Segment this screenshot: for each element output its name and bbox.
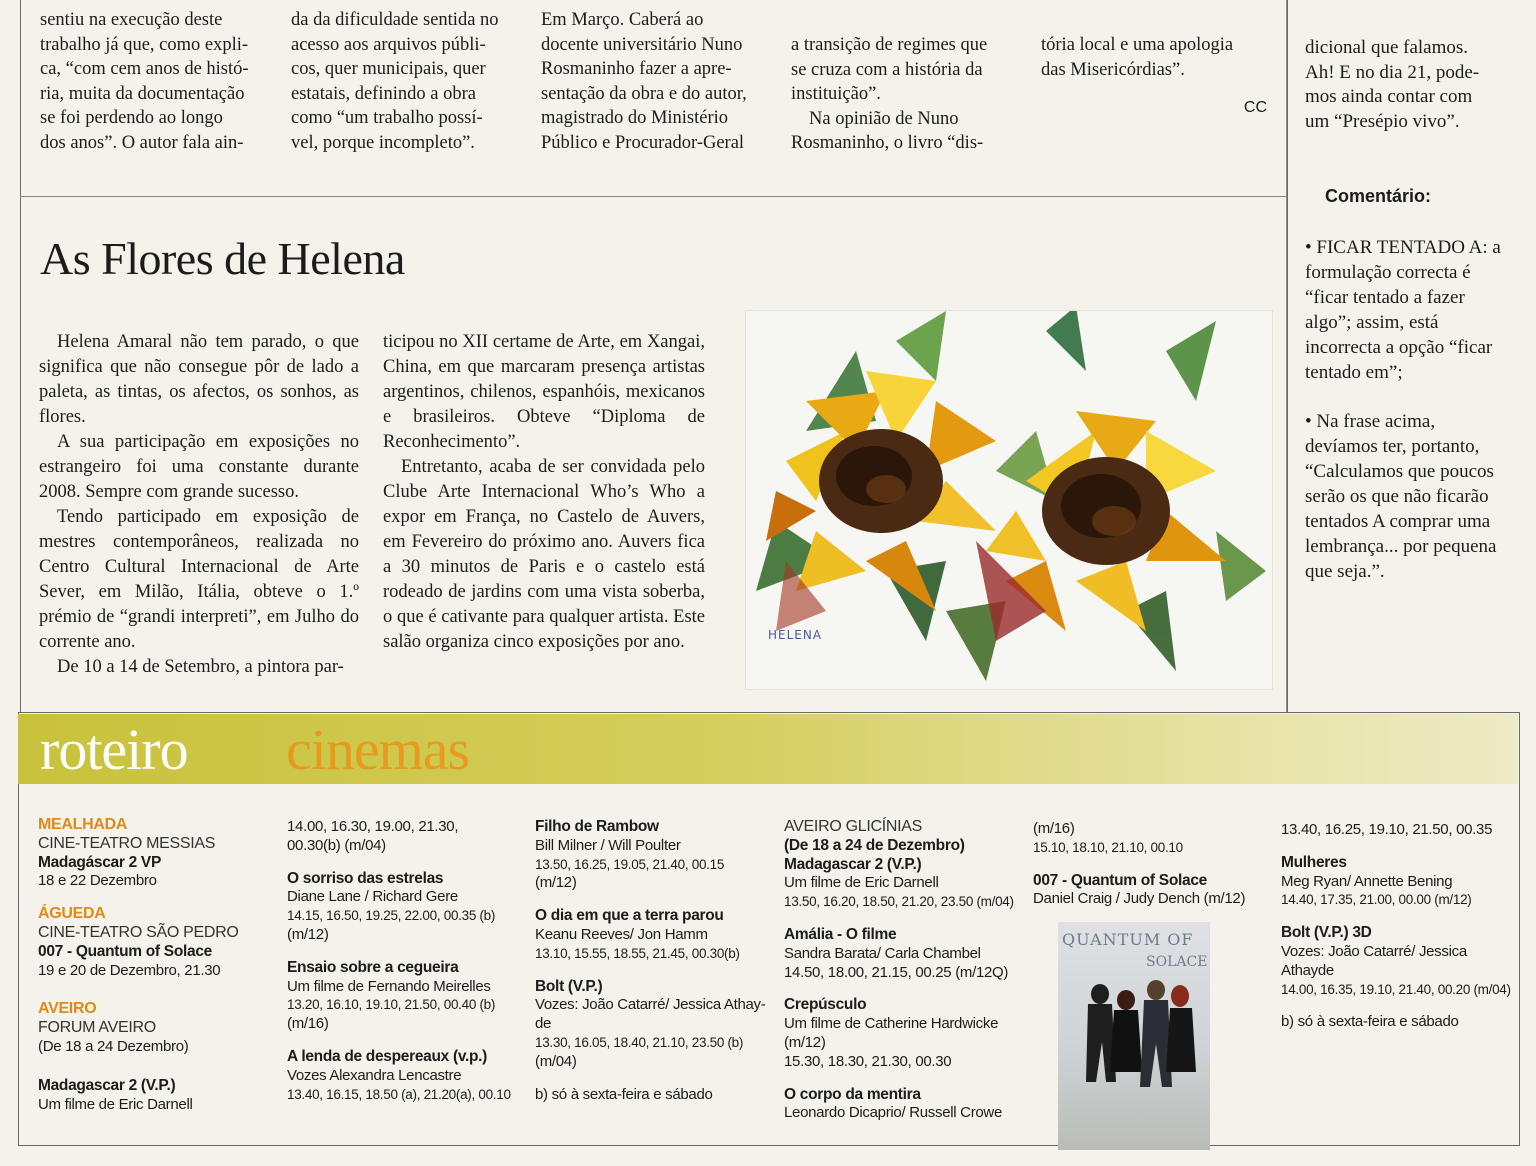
sunflower-painting — [745, 310, 1273, 690]
listing-line: (m/12) — [535, 874, 577, 892]
listing-showtimes: 13.30, 16.05, 18.40, 21.10, 23.50 (b) — [535, 1034, 744, 1050]
comment-title: Comentário: — [1325, 186, 1432, 206]
listing-showtimes: 13.20, 16.10, 19.10, 21.50, 00.40 (b) — [287, 997, 496, 1013]
listing-spacer — [287, 856, 527, 870]
listing-line: 13.40, 16.25, 19.10, 21.50, 00.35 — [1281, 821, 1493, 838]
comment-text: • FICAR TENTADO A: a formulação correcta é “ficar tentado a fazer algo”; assim, está incorrecta a opção “ficar tentado em”; • Na frase acima, devíamos ter, portanto, “Calculamos que poucos serão os que não ficarão tentados A comprar uma lembrança... por pequena que seja.”. — [1305, 237, 1501, 582]
listing-film-title: Filho de Rambow — [535, 818, 659, 835]
article-column-2: ticipou no XII certame de Arte, em Xangai, China, em que marcaram presença artistas argentinos, chilenos, espanhóis, mexicanos e brasileiros. Obteve “Diploma de Reconhecimento”. Entretanto, acaba de ser convidada pelo Clube Arte Internacional Who’s Who a expor em França, no Castelo de Auvers, em Fevereiro do próximo ano. Auvers fica a 30 minutos de Paris e o castelo está rodeado de jardins com uma vista soberba, o que é cativante para qualquer artista. Este salão organiza cinco exposições por ano. — [383, 332, 705, 652]
listing-line: Leonardo Dicaprio/ Russell Crowe — [784, 1104, 1003, 1122]
listing-spacer — [38, 1057, 278, 1077]
listing-film-title: A lenda de despereaux (v.p.) — [287, 1047, 488, 1065]
listing-line: Vozes: João Catarré/ Jessica Athay- — [535, 996, 766, 1014]
listing-line: (m/12) — [287, 925, 329, 943]
author-initials: CC — [1243, 99, 1267, 117]
poster-title-line-2: SOLACE — [1146, 954, 1208, 970]
listing-film-title: 007 - Quantum of Solace — [38, 942, 212, 960]
listing-line: Vozes Alexandra Lencastre — [287, 1066, 462, 1084]
top-column-4: a transição de regimes que se cruza com a história da instituição”. Na opinião de Nuno Rosmaninho, o livro “dis- — [791, 35, 988, 154]
listing-line: (m/12) — [784, 1033, 826, 1051]
listing-film-title: O corpo da mentira — [784, 1085, 921, 1103]
listing-line: (m/16) — [287, 1015, 329, 1033]
cinema-column-4 — [784, 818, 1024, 1123]
painting-signature: HELENA — [768, 628, 823, 642]
cinema-column-3 — [535, 818, 775, 1104]
listing-spacer — [38, 891, 278, 905]
top-column-5: tória local e uma apologia das Misericórdias”. CC — [1041, 33, 1273, 121]
listing-line: Um filme de Fernando Meirelles — [287, 977, 491, 995]
banner-word-cinemas: cinemas — [286, 717, 470, 782]
listing-line: 19 e 20 de Dezembro, 21.30 — [38, 961, 221, 979]
listing-showtimes: 15.10, 18.10, 21.10, 00.10 — [1033, 839, 1183, 855]
listing-spacer — [784, 982, 1024, 996]
listing-line: Um filme de Catherine Hardwicke — [784, 1015, 999, 1033]
listing-showtimes: 14.00, 16.35, 19.10, 21.40, 00.20 (m/04) — [1281, 981, 1511, 997]
listing-city: ÁGUEDA — [38, 905, 106, 923]
listing-line: Meg Ryan/ Annette Bening — [1281, 872, 1453, 890]
listing-line: (m/16) — [1033, 820, 1075, 837]
listing-line: Diane Lane / Richard Gere — [287, 888, 458, 906]
listing-spacer — [287, 945, 527, 959]
listing-film-title: Crepúsculo — [784, 996, 867, 1014]
listing-spacer — [1281, 910, 1517, 924]
listing-film-title: Amália - O filme — [784, 925, 897, 943]
listing-film-title: Bolt (V.P.) — [535, 977, 603, 995]
listing-showtimes: 14.40, 17.35, 21.00, 00.00 (m/12) — [1281, 892, 1472, 908]
listing-film-title: Bolt (V.P.) 3D — [1281, 924, 1372, 942]
listing-line: 18 e 22 Dezembro — [38, 872, 157, 890]
article-headline: As Flores de Helena — [40, 233, 405, 284]
cinema-column-5 — [1033, 820, 1273, 909]
top-column-2: da da dificuldade sentida no acesso aos arquivos públi- cos, quer municipais, quer estatais, definindo a obra como “um trabalho possí- vel, porque incompleto”. — [291, 10, 499, 153]
listing-line: Keanu Reeves/ Jon Hamm — [535, 925, 708, 943]
cinema-column-1 — [38, 816, 278, 1114]
listing-venue: CINE-TEATRO SÃO PEDRO — [38, 923, 239, 941]
quantum-of-solace-poster — [1058, 922, 1210, 1150]
listing-venue: AVEIRO GLICÍNIAS — [784, 818, 923, 835]
listing-line: 15.30, 18.30, 21.30, 00.30 — [784, 1052, 952, 1070]
listing-spacer — [535, 1072, 775, 1086]
listing-film-title: O dia em que a terra parou — [535, 907, 724, 925]
listing-film-title: 007 - Quantum of Solace — [1033, 871, 1207, 889]
listing-spacer — [784, 1072, 1024, 1086]
listing-city: AVEIRO — [38, 1000, 97, 1018]
cinema-banner — [18, 714, 1518, 784]
listing-spacer — [38, 980, 278, 1000]
poster-title-line-1: QUANTUM OF — [1062, 930, 1194, 949]
banner-word-roteiro: roteiro — [40, 717, 188, 782]
listing-showtimes: 13.40, 16.15, 18.50 (a), 21.20(a), 00.10 — [287, 1086, 511, 1102]
listing-showtimes: 13.10, 15.55, 18.55, 21.45, 00.30(b) — [535, 945, 740, 961]
listing-showtimes: 13.50, 16.25, 19.05, 21.40, 00.15 — [535, 856, 725, 872]
listing-showtimes: 13.50, 16.20, 18.50, 21.20, 23.50 (m/04) — [784, 894, 1014, 910]
listing-showtimes: 14.15, 16.50, 19.25, 22.00, 00.35 (b) — [287, 908, 496, 924]
cinema-column-2 — [287, 818, 527, 1104]
listing-line: Um filme de Eric Darnell — [784, 874, 939, 892]
top-column-1: sentiu na execução deste trabalho já que, como expli- ca, “com cem anos de histó- ria, muita da documentação se foi perdendo ao longo dos anos”. O autor fala ain- — [40, 10, 249, 153]
top-column-6: dicional que falamos. Ah! E no dia 21, pode- mos ainda contar com um “Presépio vivo”. — [1305, 37, 1480, 132]
listing-city: MEALHADA — [38, 816, 128, 833]
listing-line: (De 18 a 24 Dezembro) — [38, 1037, 189, 1055]
listing-line: b) só à sexta-feira e sábado — [1281, 1013, 1459, 1031]
listing-film-title: (De 18 a 24 de Dezembro) — [784, 836, 965, 854]
listing-spacer — [535, 893, 775, 907]
listing-line: Daniel Craig / Judy Dench (m/12) — [1033, 890, 1246, 908]
article-column-1: Helena Amaral não tem parado, o que significa que não consegue pôr de lado a paleta, as tintas, os afectos, os sonhos, as flores. A sua participação em exposições no estrangeiro foi uma constante durante 2008. Sempre com grande sucesso. Tendo participado em exposição de mestres contemporâneos, realizada no Centro Cultural Internacional de Arte Sever, em Milão, Itália, obteve o 1.º prémio de “grandi interpreti”, em Julho do corrente ano. De 10 a 14 de Setembro, a pintora par- — [39, 332, 359, 677]
listing-film-title: Ensaio sobre a cegueira — [287, 958, 459, 976]
listing-spacer — [784, 912, 1024, 926]
listing-line: 14.50, 18.00, 21.15, 00.25 (m/12Q) — [784, 963, 1009, 981]
listing-line: Um filme de Eric Darnell — [38, 1095, 193, 1113]
listing-line: b) só à sexta-feira e sábado — [535, 1085, 713, 1103]
listing-film-title: O sorriso das estrelas — [287, 869, 444, 887]
listing-line: Bill Milner / Will Poulter — [535, 836, 681, 854]
cinema-column-6 — [1281, 821, 1517, 1032]
top-column-3: Em Março. Caberá ao docente universitário Nuno Rosmaninho fazer a apre- sentação da obra e do autor, magistrado do Ministério Público e Procurador-Geral — [541, 10, 747, 153]
listing-film-title: Madagascar 2 (V.P.) — [38, 1076, 176, 1094]
listing-line: Sandra Barata/ Carla Chambel — [784, 944, 981, 962]
listing-film-title: Madagáscar 2 VP — [38, 853, 162, 871]
listing-spacer — [1033, 858, 1273, 872]
listing-spacer — [535, 964, 775, 978]
listing-line: 14.00, 16.30, 19.00, 21.30, — [287, 818, 459, 835]
listing-line: de — [535, 1015, 552, 1033]
aside-divider — [1286, 0, 1287, 712]
listing-line: Vozes: João Catarré/ Jessica Athayde — [1281, 942, 1467, 979]
listing-spacer — [1281, 999, 1517, 1013]
listing-spacer — [1281, 840, 1517, 854]
listing-venue: CINE-TEATRO MESSIAS — [38, 834, 216, 852]
top-divider — [20, 196, 1286, 197]
listing-spacer — [287, 1034, 527, 1048]
listing-film-title: Mulheres — [1281, 853, 1347, 871]
listing-line: 00.30(b) (m/04) — [287, 836, 386, 854]
listing-film-title: Madagascar 2 (V.P.) — [784, 855, 922, 873]
listing-venue: FORUM AVEIRO — [38, 1019, 156, 1037]
listing-line: (m/04) — [535, 1052, 577, 1070]
